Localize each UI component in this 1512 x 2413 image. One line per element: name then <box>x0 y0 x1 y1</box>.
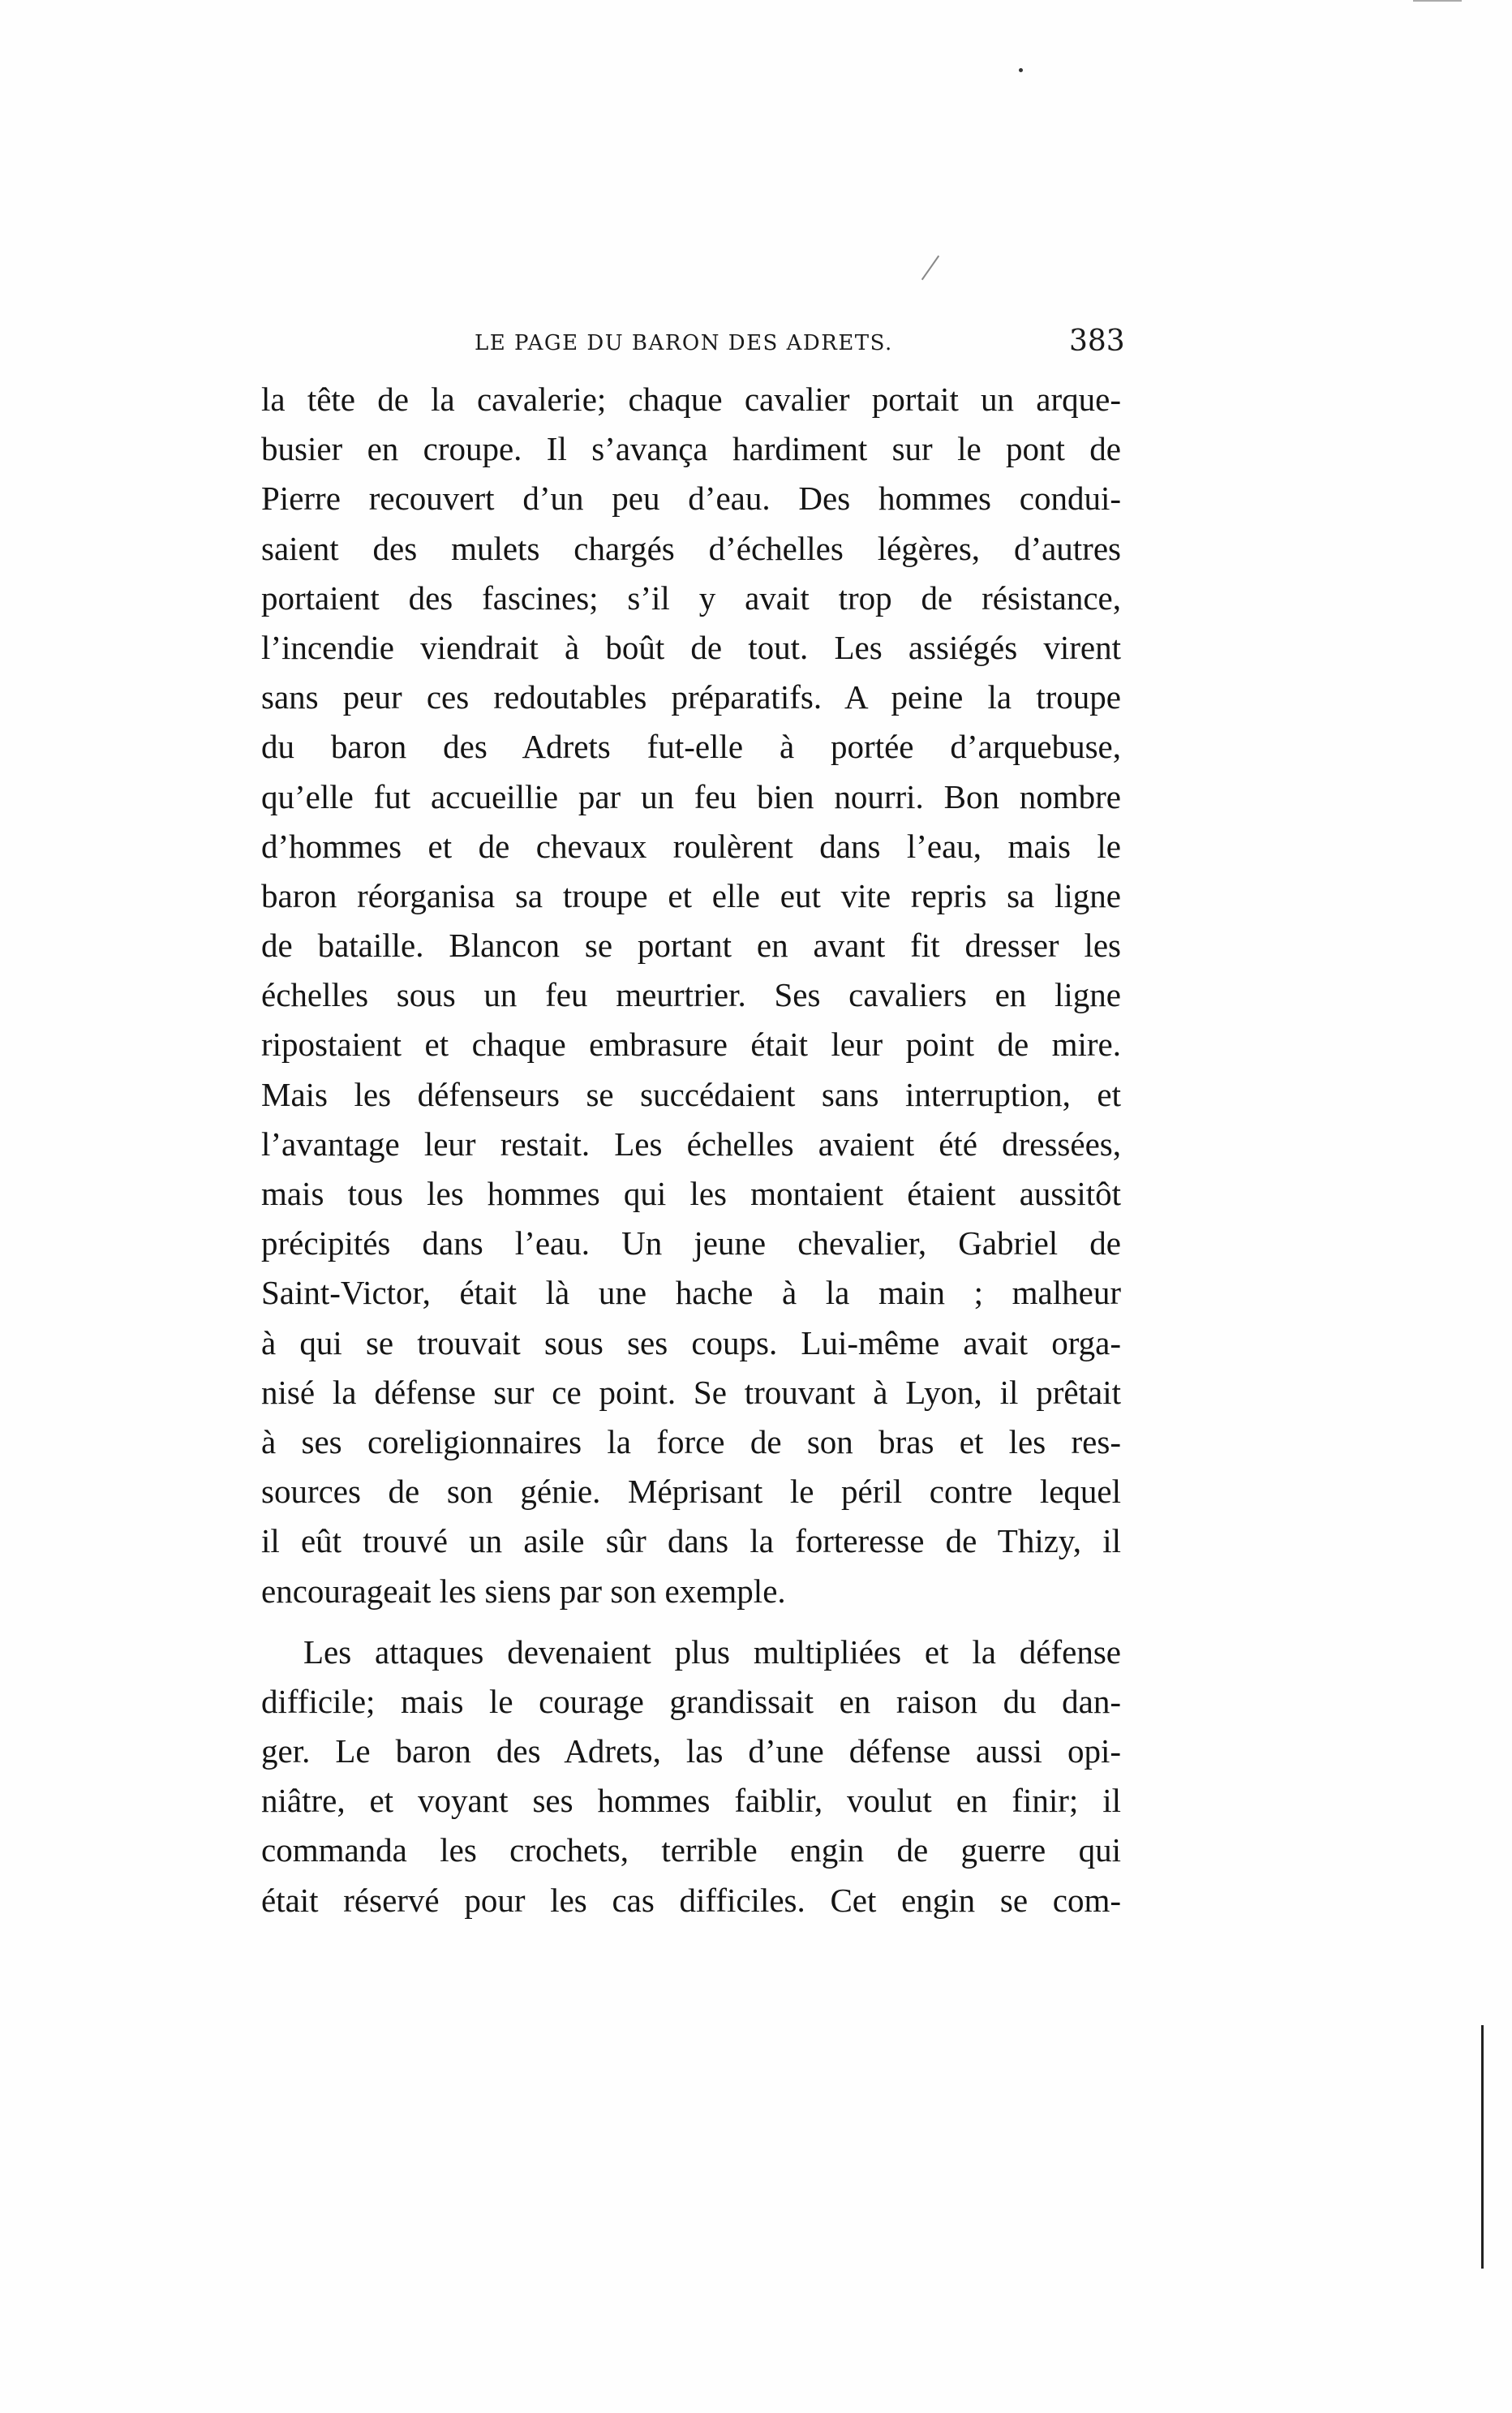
text-line: sans peur ces redoutables préparatifs. A peine la troupe <box>261 678 1121 716</box>
text-line: ripostaient et chaque embrasure était leur point de mire. <box>261 1026 1121 1064</box>
text-line: difficile; mais le courage grandissait en raison du dan- <box>261 1682 1121 1720</box>
running-title: LE PAGE DU BARON DES ADRETS. <box>475 331 893 355</box>
text-line: il eût trouvé un asile sûr dans la forteresse de Thizy, il <box>261 1522 1121 1560</box>
text-line: Mais les défenseurs se succédaient sans interruption, et <box>261 1075 1121 1113</box>
text-line: l’avantage leur restait. Les échelles avaient été dressées, <box>261 1125 1121 1163</box>
scan-mark <box>921 256 939 281</box>
text-line: précipités dans l’eau. Un jeune chevalier, Gabriel de <box>261 1224 1121 1262</box>
text-line: sources de son génie. Méprisant le péril contre lequel <box>261 1473 1121 1511</box>
text-line: Saint-Victor, était là une hache à la main ; malheur <box>261 1274 1121 1312</box>
margin-rule <box>1481 2025 1484 2269</box>
text-line: à qui se trouvait sous ses coups. Lui-même avait orga- <box>261 1323 1121 1361</box>
text-line: échelles sous un feu meurtrier. Ses cavaliers en ligne <box>261 976 1121 1014</box>
text-line: busier en croupe. Il s’avança hardiment sur le pont de <box>261 430 1121 468</box>
text-line: Les attaques devenaient plus multipliées et la défense <box>303 1632 1121 1671</box>
text-line: niâtre, et voyant ses hommes faiblir, voulut en finir; il <box>261 1782 1121 1820</box>
text-line: la tête de la cavalerie; chaque cavalier portait un arque- <box>261 381 1121 418</box>
text-line: du baron des Adrets fut-elle à portée d’arquebuse, <box>261 728 1121 766</box>
text-line: de bataille. Blancon se portant en avant fit dresser les <box>261 927 1121 965</box>
text-line: Pierre recouvert d’un peu d’eau. Des hommes condui- <box>261 480 1121 518</box>
body-text <box>261 375 1121 1925</box>
running-header <box>0 325 1512 373</box>
text-line: qu’elle fut accueillie par un feu bien nourri. Bon nombre <box>261 777 1121 815</box>
text-line: était réservé pour les cas difficiles. Cet engin se com- <box>261 1881 1121 1919</box>
text-line: saient des mulets chargés d’échelles légères, d’autres <box>261 529 1121 567</box>
text-line: portaient des fascines; s’il y avait trop de résistance, <box>261 579 1121 617</box>
page-number: 383 <box>1069 325 1125 358</box>
text-line: l’incendie viendrait à boût de tout. Les assiégés virent <box>261 628 1121 666</box>
text-line: d’hommes et de chevaux roulèrent dans l’eau, mais le <box>261 827 1121 865</box>
text-line: mais tous les hommes qui les montaient étaient aussitôt <box>261 1175 1121 1212</box>
text-line: à ses coreligionnaires la force de son bras et les res- <box>261 1422 1121 1460</box>
paragraph-gap <box>261 1616 1121 1628</box>
edge-mark <box>1413 0 1462 2</box>
paragraph-2 <box>261 1628 1121 1925</box>
text-line: baron réorganisa sa troupe et elle eut vite repris sa ligne <box>261 876 1121 914</box>
paragraph-1 <box>261 375 1121 1616</box>
text-line: encourageait les siens par son exemple. <box>261 1572 786 1610</box>
text-line: ger. Le baron des Adrets, las d’une défense aussi opi- <box>261 1732 1121 1770</box>
text-line: nisé la défense sur ce point. Se trouvant à Lyon, il prêtait <box>261 1373 1121 1411</box>
scan-speck <box>1019 68 1023 72</box>
text-line: commanda les crochets, terrible engin de guerre qui <box>261 1831 1121 1869</box>
